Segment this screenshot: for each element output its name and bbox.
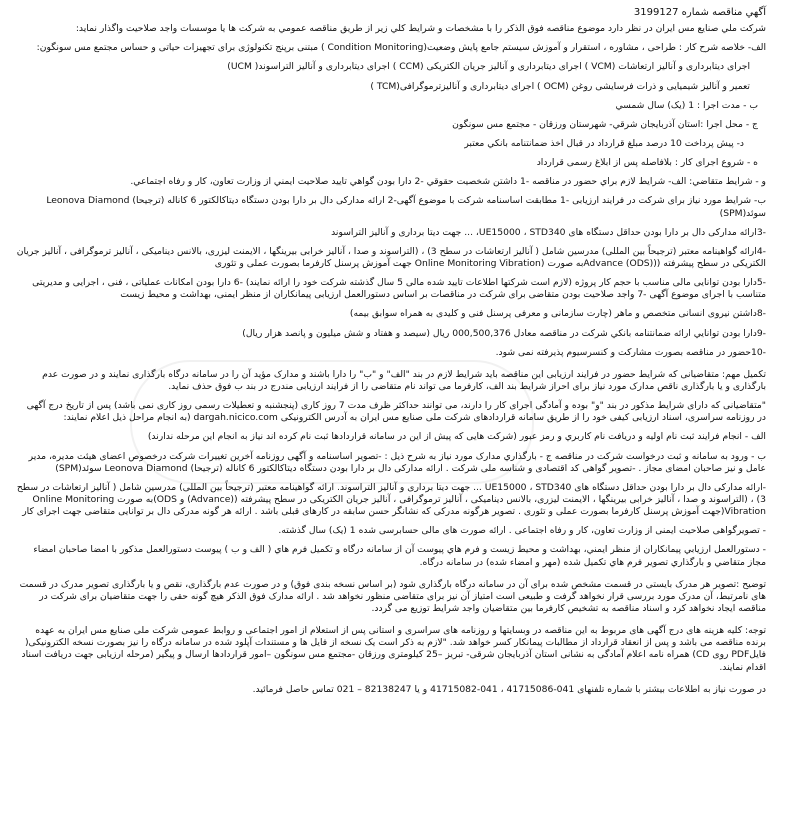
- requirement-b1: ب- شرایط مورد نیاز برای شرکت در فرایند ارزیابی -1 مطابقت اساسنامه شرکت با موضوع آگهی-2 ارائه مدارکی دال بر دارا بودن دستگاه دیتاکالکتور 6 کاناله (ترجیحا) Leonova Diamond سوئد(SPM): [46, 195, 766, 219]
- eligibility-note: "متقاضیانی که دارای شرایط مذکور در بند "و" بوده و آمادگی اجرای کار را دارند، می توانند حداکثر ظرف مدت 7 روز کاری (پنجشنبه و تعطیلات رسمی روز کاری نمی باشد) پس از تاریخ درج آگهی در روزنامه سراسری، اسناد ارزیابی کیفی خود را از طریق سامانه قراردادهای شرکت ملی صنایع مس ایران به آدرس الکترونیکی dargah.nicico.com (به انجام مراحل ذیل اعلام نمایند:: [26, 400, 766, 424]
- step-alef-registration: الف - انجام فرايند ثبت نام اوليه و دريافت نام كاربري و رمز عبور (شرکت هایی که پیش از این در سامانه قراردادها ثبت نام کرده اند نیاز به انجام این مرحله ندارند): [147, 431, 766, 443]
- requirement-b8: -8داشتن نیروی انسانی متخصص و ماهر (چارت سازمانی و معرفی پرسنل فنی و کلیدی به همراه سوابق بیمه): [349, 308, 766, 320]
- intro-paragraph: شرکت ملي صنايع مس ايران در نظر دارد موضوع مناقصه فوق الذکر را با مشخصات و شرايط كلي زير از طريق مناقصه عمومي به شرکت ها يا موسسات واجد صلاحيت واگذار نمايد:: [75, 23, 766, 35]
- section-jim-location: ج - محل اجرا :استان آذربايجان شرقي- شهرستان ورزقان - مجتمع مس سونگون: [452, 118, 758, 130]
- tender-notice: [16, 6, 766, 830]
- section-vav-heading: و - شرايط متقاضي: الف- شرايط لازم براي حضور در مناقصه -1 داشتن شخصيت حقوقي -2 دارا بودن گواهي تاييد صلاحيت ايمني از وزارت تعاون، کار و رفاه اجتماعي.: [130, 176, 766, 188]
- step-documents: -ارائه مدارکی دال بر دارا بودن حداقل دستگاه های UE15000 ، STD340 ... جهت دیتا برداری و آنالیز التراسوند. ارائه گواهینامه معتبر (ترجیحاً بین المللی) مدرسین شامل ( آنالیز ارتعاشات در سطح 3) ، (التراسوند و صدا ، آنالیز خرابی بیرینگها ، الایمنت لیزری، بالانس دینامیکی ، آنالیز ترموگرافی ، آنالیز جریان الکتریکی در سطح پیشرفته ((Advance) و ODS)به صورت Online Monitoring Vibration(جهت آموزش پرسنل کارفرما بصورت عملی و تئوری . تصویر هرگونه مدرکی که نشانگر حسن سابقه در کارهای قبلی باشد . ارائه هر گونه مدرکی دال بر توانایی متقاضی جهت اجرای کار: [16, 481, 766, 518]
- notice-title: آگهي مناقصه شماره 3199127: [633, 7, 766, 18]
- important-note: تکمیل مهم: متقاضیانی که شرایط حضور در فرایند ارزیابی این مناقصه باید شرایط لازم در بند "الف" و "ب" را دارا باشند و مدارک مؤید آن را در سامانه درگاه بارگذاری نمایند و در صورت عدم بارگذاری و یا بارگذاری ناقص مدارک مورد نیاز برای احراز شرایط بند الف، کارفرما می تواند نام متقاضی را از فرایند ارزیابی مندرج در بند ب فوق حذف نماید.: [42, 368, 766, 392]
- technology-line-1: اجرای دیتابرداری و آنالیز ارتعاشات (VCM ) اجرای دیتابرداری و آنالیز جریان الکتریکی (CCM ) اجرای دیتابرداری و آنالیز التراسوند( UCM): [227, 61, 750, 73]
- contact-info: در صورت نياز به اطلاعات بیشتر با شماره تلفنهای 041-41715086 ، 041-41715082 و يا 82138247 – 021 تماس حاصل فرمائيد.: [252, 683, 766, 695]
- step-hse-instructions: - دستورالعمل ارزيابي پيمانکاران از منظر ايمني، بهداشت و محيط زيست و فرم هاي پيوست آن از سامانه درگاه و تکميل فرم هاي ( الف و ب ) پيوست دستورالعمل مذکور با امضا صاحبان امضاء مجاز متقاضي و بارگذاري تصوير فرم هاي تکميل شده (مهر و امضاء شده) در سامانه درگاه.: [33, 544, 766, 568]
- attention-note: توجه: کلیه هزینه های درج آگهی های مربوط به این مناقصه در وبسایتها و روزنامه های سراسری و استانی پس از استعلام از امور اجتماعی و روابط عمومی شرکت ملی صنایع مس ایران به عهده برنده مناقصه می باشد و پس از انعقاد قرارداد از مطالبات پیمانکار کسر خواهد شد. "لازم به ذکر است یک نسخه از فایل ها و مستندات آپلود شده در سامانه درگاه را نیز بصورت نسخه الکترونیکی( فایلPDF روی CD) همراه نامه اعلام آمادگی به نشانی استان آذربایجان شرقی- تبریز –25 کیلومتری ورزقان -مجتمع مس سونگون –امور قراردادها ارسال و پیگیر (مرحله ارزیابی جهت دریافت اسناد اقدام نمایند.: [21, 625, 766, 673]
- step-be-upload: ب - ورود به سامانه و ثبت درخواست شرکت در مناقصه ج - بارگذاري مدارک مورد نياز به شرح ذيل : -تصویر اساسنامه و آگهی روزنامه آخرین تغییرات شرکت درخصوص اعضای هیئت مدیره، مدیر عامل و نیز صاحبان امضای مجاز . -تصویر گواهی کد اقتصادی و شناسه ملی شرکت . ارائه مدارکی دال بر دارا بودن دستگاه دیتاکالکتور 6 کاناله (ترجیحا) Leonova Diamond سوئد(SPM): [28, 450, 766, 474]
- section-be-duration: ب - مدت اجرا : 1 (یک) سال شمسي: [615, 99, 758, 111]
- section-alef-heading: الف- خلاصه شرح کار : طراحی ، مشاوره ، استقرار و آموزش سیستم جامع پایش وضعیت(Condition Monitoring ) مبتنی برپنج تکنولوژی برای تجهیزات حیاتی و حساس مجتمع مس سونگون:: [36, 42, 766, 54]
- requirement-b4: -4ارائه گواهینامه معتبر (ترجیحاً بین المللی) مدرسین شامل ( آنالیز ارتعاشات در سطح 3) ، (التراسوند و صدا ، آنالیز خرابی بیرینگها ، الایمنت لیزری، بالانس دینامیکی ، آنالیز ترموگرافی ، آنالیز جریان الکتریکی در سطح پیشرفته ((Advance (ODS)به صورت (Online Monitoring Vibration جهت آموزش پرسنل کارفرما بصورت عملی و تئوری: [16, 245, 766, 270]
- requirement-b9: -9دارا بودن توانايي ارائه ضمانتنامه بانکي شرکت در مناقصه معادل 000,500,376 ريال (سيصد و هفتاد و شش ميليون و پانصد هزار ريال): [242, 327, 766, 339]
- explanation-note: توضیح :تصویر هر مدرک بایستی در قسمت مشخص شده برای آن در سامانه درگاه بارگذاری شود (بر اساس نسخه بندی فوق) و در صورت عدم بارگذاری، نقص و یا بارگذاری تصویر مدرک در قسمت های نامرتبط، آن مدرک مورد بررسی قرار نخواهد گرفت و طبیعی است امتیاز آن نیز برای متقاضی منظور نخواهد شد . ارائه مدارک فوق الذکر هیچ گونه حقی را جهت متقاضیان برای شرکت در مناقصه ایجاد نخواهد کرد و اسناد مناقصه به تشخیص کارفرما بین متقاضیان واجد شرایط توزیع می گردد.: [19, 578, 766, 614]
- section-dal-prepayment: د- پيش پرداخت 10 درصد مبلغ قرارداد در قبال اخذ ضمانتنامه بانکي معتبر: [464, 138, 744, 150]
- requirement-b10: -10حضور در مناقصه بصورت مشارکت و کنسرسیوم پذیرفته نمی شود.: [495, 346, 766, 358]
- requirement-b3: -3ارائه مدارکی دال بر دارا بودن حداقل دستگاه های UE15000 ، STD340، ... جهت دیتا برداری و آنالیز التراسوند: [331, 226, 766, 238]
- requirement-b5: -5دارا بودن توانایی مالی مناسب با حجم کار پروژه (لازم است شرکتها اطلاعات تایید شده مالی 5 سال گذشته شرکت خود را ارائه نمایند) -6 دارا بودن امکانات عملیاتی ، فنی ، اجرایی و مدیریتی متناسب با اجرای موضوع آگهی -7 واجد صلاحیت بودن متقاضی برای شرکت در مناقصات بر اساس دستورالعمل ارزیابی پیمانکاران از منظر ایمنی، بهداشت و محیط زیست: [32, 277, 766, 301]
- section-he-start: ه - شروع اجرای کار : بلافاصله پس از ابلاغ رسمی قرارداد: [536, 157, 758, 169]
- step-safety-certificate: - تصویرگواهی صلاحیت ایمنی از وزارت تعاون، کار و رفاه اجتماعی . ارائه صورت های مالی حسابرسی شده 1 (یک) سال گذشته.: [278, 525, 766, 537]
- technology-line-2: تعمیر و آنالیز شیمیایی و ذرات فرسایشی روغن (OCM ) اجرای دیتابرداری و آنالیزترموگرافی(TCM ): [370, 80, 750, 92]
